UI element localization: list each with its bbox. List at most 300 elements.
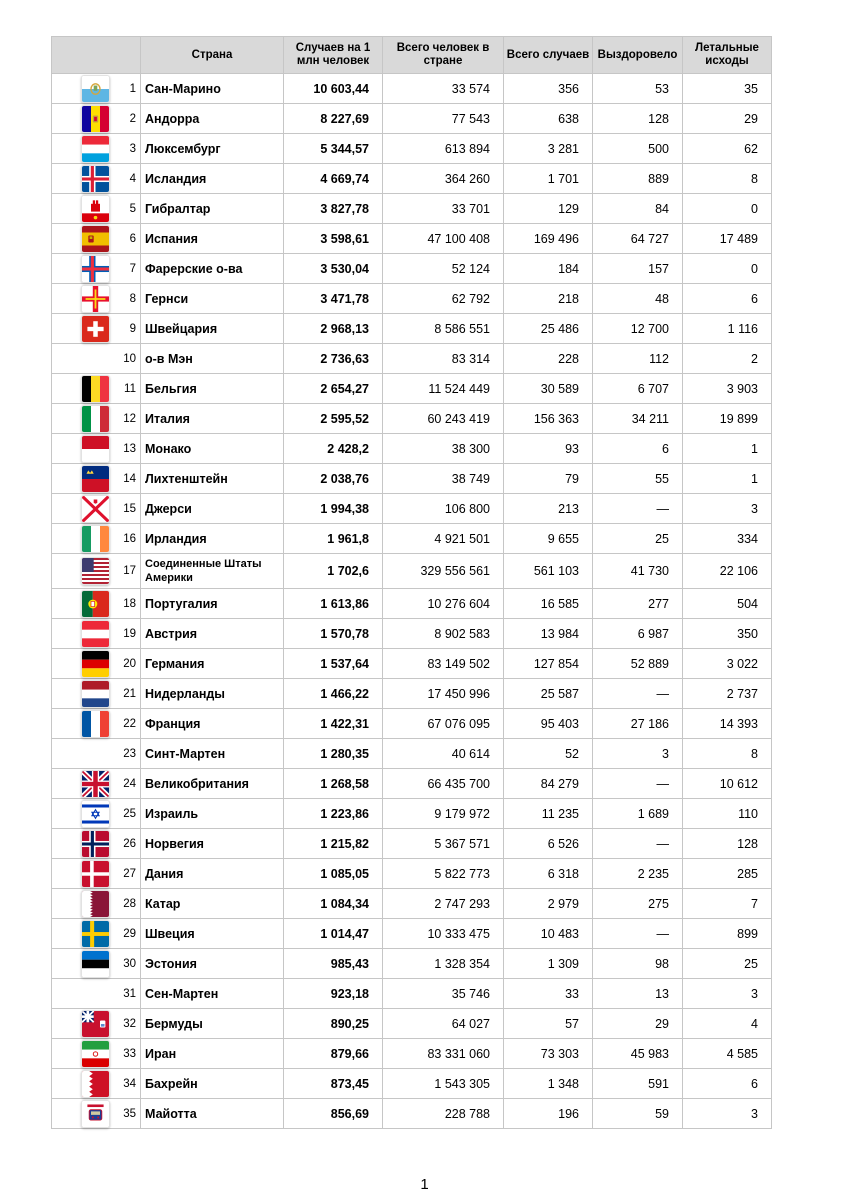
deaths-value: 62	[683, 134, 772, 164]
population-value: 10 333 475	[383, 919, 504, 949]
flag-cell	[52, 494, 114, 524]
total-cases-value: 6 318	[504, 859, 593, 889]
total-cases-value: 3 281	[504, 134, 593, 164]
country-name: Сан-Марино	[141, 74, 284, 104]
population-value: 33 574	[383, 74, 504, 104]
deaths-value: 10 612	[683, 769, 772, 799]
population-value: 60 243 419	[383, 404, 504, 434]
flag-cell	[52, 619, 114, 649]
table-row	[52, 464, 772, 494]
table-row	[52, 554, 772, 589]
population-value: 52 124	[383, 254, 504, 284]
cases-per-million: 1 268,58	[284, 769, 383, 799]
flag-cell	[52, 104, 114, 134]
bahrain-flag-icon	[81, 1070, 110, 1098]
table-row	[52, 829, 772, 859]
population-value: 66 435 700	[383, 769, 504, 799]
cases-per-million: 1 702,6	[284, 554, 383, 589]
rank-cell: 17	[114, 554, 141, 589]
cases-per-million: 1 466,22	[284, 679, 383, 709]
cases-per-million: 3 471,78	[284, 284, 383, 314]
table-row	[52, 524, 772, 554]
cases-per-million: 879,66	[284, 1039, 383, 1069]
rank-cell: 20	[114, 649, 141, 679]
rank-cell: 18	[114, 589, 141, 619]
population-value: 8 586 551	[383, 314, 504, 344]
flag-cell	[52, 829, 114, 859]
flag-cell	[52, 404, 114, 434]
country-name: Катар	[141, 889, 284, 919]
rank-cell: 30	[114, 949, 141, 979]
monaco-flag-icon	[81, 435, 110, 463]
deaths-value: 1	[683, 464, 772, 494]
country-name: Соединенные Штаты Америки	[141, 554, 284, 589]
country-name: Италия	[141, 404, 284, 434]
cases-per-million: 1 084,34	[284, 889, 383, 919]
deaths-value: 350	[683, 619, 772, 649]
population-value: 83 314	[383, 344, 504, 374]
page-number: 1	[420, 1176, 429, 1193]
recovered-value: 6	[593, 434, 683, 464]
cases-per-million: 1 085,05	[284, 859, 383, 889]
rank-cell: 9	[114, 314, 141, 344]
table-row	[52, 1069, 772, 1099]
cases-per-million: 3 827,78	[284, 194, 383, 224]
population-value: 2 747 293	[383, 889, 504, 919]
cases-per-million: 890,25	[284, 1009, 383, 1039]
table-row	[52, 224, 772, 254]
country-name: Португалия	[141, 589, 284, 619]
table-row	[52, 104, 772, 134]
israel-flag-icon	[81, 800, 110, 828]
rank-cell: 22	[114, 709, 141, 739]
deaths-value: 1	[683, 434, 772, 464]
total-cases-value: 33	[504, 979, 593, 1009]
recovered-value: 29	[593, 1009, 683, 1039]
deaths-value: 3	[683, 494, 772, 524]
recovered-value: 591	[593, 1069, 683, 1099]
cases-per-million: 1 613,86	[284, 589, 383, 619]
country-name: Лихтенштейн	[141, 464, 284, 494]
country-name: Ирландия	[141, 524, 284, 554]
rank-cell: 16	[114, 524, 141, 554]
rank-cell: 15	[114, 494, 141, 524]
flag-cell	[52, 889, 114, 919]
flag-cell	[52, 1069, 114, 1099]
rank-cell: 25	[114, 799, 141, 829]
total-cases-value: 84 279	[504, 769, 593, 799]
rank-cell: 34	[114, 1069, 141, 1099]
country-name: Монако	[141, 434, 284, 464]
recovered-value: —	[593, 769, 683, 799]
population-value: 613 894	[383, 134, 504, 164]
total-cases-value: 57	[504, 1009, 593, 1039]
cases-per-million: 2 968,13	[284, 314, 383, 344]
cases-per-million: 856,69	[284, 1099, 383, 1129]
deaths-value: 17 489	[683, 224, 772, 254]
flag-cell	[52, 979, 114, 1009]
flag-cell	[52, 224, 114, 254]
recovered-value: —	[593, 919, 683, 949]
rank-cell: 7	[114, 254, 141, 284]
country-name: Бельгия	[141, 374, 284, 404]
table-row	[52, 434, 772, 464]
table-row	[52, 859, 772, 889]
population-value: 228 788	[383, 1099, 504, 1129]
deaths-value: 285	[683, 859, 772, 889]
flag-cell	[52, 254, 114, 284]
rank-cell: 12	[114, 404, 141, 434]
recovered-value: —	[593, 679, 683, 709]
deaths-value: 29	[683, 104, 772, 134]
country-name: Швеция	[141, 919, 284, 949]
cases-per-million: 5 344,57	[284, 134, 383, 164]
total-cases-value: 356	[504, 74, 593, 104]
total-cases-value: 11 235	[504, 799, 593, 829]
population-value: 17 450 996	[383, 679, 504, 709]
italy-flag-icon	[81, 405, 110, 433]
flag-cell	[52, 1009, 114, 1039]
population-value: 5 367 571	[383, 829, 504, 859]
total-cases-value: 10 483	[504, 919, 593, 949]
rank-cell: 23	[114, 739, 141, 769]
table-row	[52, 979, 772, 1009]
recovered-value: 12 700	[593, 314, 683, 344]
deaths-value: 2 737	[683, 679, 772, 709]
total-cases-value: 228	[504, 344, 593, 374]
deaths-column-header: Летальные исходы	[683, 37, 772, 74]
cases-per-million: 2 654,27	[284, 374, 383, 404]
population-value: 38 749	[383, 464, 504, 494]
per-million-column-header: Случаев на 1 млн человек	[284, 37, 383, 74]
deaths-value: 3	[683, 979, 772, 1009]
population-value: 77 543	[383, 104, 504, 134]
population-value: 9 179 972	[383, 799, 504, 829]
deaths-value: 504	[683, 589, 772, 619]
sweden-flag-icon	[81, 920, 110, 948]
deaths-value: 2	[683, 344, 772, 374]
table-row	[52, 1009, 772, 1039]
recovered-value: 13	[593, 979, 683, 1009]
table-body	[52, 74, 772, 1129]
flag-cell	[52, 709, 114, 739]
flag-cell	[52, 524, 114, 554]
recovered-value: 64 727	[593, 224, 683, 254]
population-value: 67 076 095	[383, 709, 504, 739]
cases-per-million: 2 428,2	[284, 434, 383, 464]
flag-cell	[52, 74, 114, 104]
recovered-value: 889	[593, 164, 683, 194]
deaths-value: 899	[683, 919, 772, 949]
population-value: 62 792	[383, 284, 504, 314]
denmark-flag-icon	[81, 860, 110, 888]
recovered-value: 55	[593, 464, 683, 494]
cases-per-million: 985,43	[284, 949, 383, 979]
recovered-value: 2 235	[593, 859, 683, 889]
belgium-flag-icon	[81, 375, 110, 403]
table-row	[52, 284, 772, 314]
flag-cell	[52, 949, 114, 979]
deaths-value: 0	[683, 194, 772, 224]
deaths-value: 8	[683, 164, 772, 194]
deaths-value: 6	[683, 1069, 772, 1099]
recovered-value: 98	[593, 949, 683, 979]
population-column-header: Всего человек в стране	[383, 37, 504, 74]
population-value: 10 276 604	[383, 589, 504, 619]
table-row	[52, 799, 772, 829]
cases-per-million: 2 038,76	[284, 464, 383, 494]
population-value: 40 614	[383, 739, 504, 769]
recovered-value: 277	[593, 589, 683, 619]
mayotte-flag-icon	[81, 1100, 110, 1128]
population-value: 5 822 773	[383, 859, 504, 889]
deaths-value: 7	[683, 889, 772, 919]
deaths-value: 6	[683, 284, 772, 314]
deaths-value: 3 022	[683, 649, 772, 679]
netherlands-flag-icon	[81, 680, 110, 708]
total-cases-value: 196	[504, 1099, 593, 1129]
total-cases-value: 30 589	[504, 374, 593, 404]
country-name: Австрия	[141, 619, 284, 649]
cases-per-million: 10 603,44	[284, 74, 383, 104]
guernsey-flag-icon	[81, 285, 110, 313]
rank-cell: 31	[114, 979, 141, 1009]
country-name: Дания	[141, 859, 284, 889]
cases-per-million: 2 736,63	[284, 344, 383, 374]
deaths-value: 334	[683, 524, 772, 554]
table-row	[52, 344, 772, 374]
recovered-value: 45 983	[593, 1039, 683, 1069]
population-value: 83 149 502	[383, 649, 504, 679]
total-cases-value: 73 303	[504, 1039, 593, 1069]
faroe-islands-flag-icon	[81, 255, 110, 283]
total-cases-value: 1 309	[504, 949, 593, 979]
recovered-value: 3	[593, 739, 683, 769]
table-row	[52, 619, 772, 649]
country-name: Великобритания	[141, 769, 284, 799]
rank-cell: 6	[114, 224, 141, 254]
rank-cell: 24	[114, 769, 141, 799]
total-cases-value: 6 526	[504, 829, 593, 859]
country-name: Синт-Мартен	[141, 739, 284, 769]
deaths-value: 4 585	[683, 1039, 772, 1069]
portugal-flag-icon	[81, 590, 110, 618]
deaths-value: 14 393	[683, 709, 772, 739]
total-cases-value: 213	[504, 494, 593, 524]
flag-cell	[52, 134, 114, 164]
rank-cell: 4	[114, 164, 141, 194]
cases-per-million: 1 223,86	[284, 799, 383, 829]
country-name: Андорра	[141, 104, 284, 134]
table-row	[52, 649, 772, 679]
flag-cell	[52, 919, 114, 949]
recovered-value: 34 211	[593, 404, 683, 434]
rank-cell: 19	[114, 619, 141, 649]
total-cases-value: 184	[504, 254, 593, 284]
deaths-value: 25	[683, 949, 772, 979]
spain-flag-icon	[81, 225, 110, 253]
country-name: Люксембург	[141, 134, 284, 164]
flag-cell	[52, 739, 114, 769]
recovered-value: 48	[593, 284, 683, 314]
total-cases-value: 1 348	[504, 1069, 593, 1099]
flag-cell	[52, 344, 114, 374]
table-row	[52, 919, 772, 949]
cases-per-million: 1 994,38	[284, 494, 383, 524]
iceland-flag-icon	[81, 165, 110, 193]
rank-cell: 2	[114, 104, 141, 134]
total-cases-value: 13 984	[504, 619, 593, 649]
recovered-value: —	[593, 494, 683, 524]
total-cases-value: 2 979	[504, 889, 593, 919]
population-value: 1 328 354	[383, 949, 504, 979]
rank-cell: 3	[114, 134, 141, 164]
population-value: 83 331 060	[383, 1039, 504, 1069]
recovered-value: 59	[593, 1099, 683, 1129]
flag-cell	[52, 554, 114, 589]
country-name: Фарерские о-ва	[141, 254, 284, 284]
deaths-value: 35	[683, 74, 772, 104]
recovered-value: 500	[593, 134, 683, 164]
flag-cell	[52, 649, 114, 679]
flag-cell	[52, 1099, 114, 1129]
total-cases-value: 95 403	[504, 709, 593, 739]
flag-cell	[52, 769, 114, 799]
table-row	[52, 404, 772, 434]
rank-cell: 5	[114, 194, 141, 224]
recovered-value: 52 889	[593, 649, 683, 679]
flag-cell	[52, 314, 114, 344]
population-value: 64 027	[383, 1009, 504, 1039]
population-value: 4 921 501	[383, 524, 504, 554]
population-value: 33 701	[383, 194, 504, 224]
table-row	[52, 74, 772, 104]
deaths-value: 3	[683, 1099, 772, 1129]
san-marino-flag-icon	[81, 75, 110, 103]
cases-per-million: 1 961,8	[284, 524, 383, 554]
table-row	[52, 1039, 772, 1069]
population-value: 364 260	[383, 164, 504, 194]
total-cases-value: 1 701	[504, 164, 593, 194]
cases-per-million: 8 227,69	[284, 104, 383, 134]
country-name: Сен-Мартен	[141, 979, 284, 1009]
total-cases-value: 52	[504, 739, 593, 769]
deaths-value: 3 903	[683, 374, 772, 404]
cases-per-million: 2 595,52	[284, 404, 383, 434]
country-name: о-в Мэн	[141, 344, 284, 374]
table-row	[52, 1099, 772, 1129]
country-name: Бермуды	[141, 1009, 284, 1039]
rank-cell: 29	[114, 919, 141, 949]
flag-cell	[52, 374, 114, 404]
table-row	[52, 374, 772, 404]
luxembourg-flag-icon	[81, 135, 110, 163]
cases-per-million: 923,18	[284, 979, 383, 1009]
country-name: Нидерланды	[141, 679, 284, 709]
table-row	[52, 589, 772, 619]
recovered-value: 84	[593, 194, 683, 224]
country-name: Гернси	[141, 284, 284, 314]
jersey-flag-icon	[81, 495, 110, 523]
country-name: Франция	[141, 709, 284, 739]
table-row	[52, 889, 772, 919]
table-row	[52, 164, 772, 194]
total-cases-value: 79	[504, 464, 593, 494]
bermuda-flag-icon	[81, 1010, 110, 1038]
flag-cell	[52, 464, 114, 494]
deaths-value: 128	[683, 829, 772, 859]
flag-cell	[52, 194, 114, 224]
rank-cell: 8	[114, 284, 141, 314]
germany-flag-icon	[81, 650, 110, 678]
cases-per-million: 3 530,04	[284, 254, 383, 284]
table-row	[52, 134, 772, 164]
total-cases-value: 638	[504, 104, 593, 134]
deaths-value: 19 899	[683, 404, 772, 434]
rank-cell: 26	[114, 829, 141, 859]
rank-cell: 33	[114, 1039, 141, 1069]
table-row	[52, 194, 772, 224]
recovered-value: 53	[593, 74, 683, 104]
estonia-flag-icon	[81, 950, 110, 978]
qatar-flag-icon	[81, 890, 110, 918]
country-name: Израиль	[141, 799, 284, 829]
ireland-flag-icon	[81, 525, 110, 553]
recovered-value: 6 707	[593, 374, 683, 404]
recovered-value: 157	[593, 254, 683, 284]
country-name: Майотта	[141, 1099, 284, 1129]
france-flag-icon	[81, 710, 110, 738]
usa-flag-icon	[81, 557, 110, 585]
total-cases-value: 127 854	[504, 649, 593, 679]
switzerland-flag-icon	[81, 315, 110, 343]
rank-cell: 11	[114, 374, 141, 404]
country-name: Германия	[141, 649, 284, 679]
country-name: Швейцария	[141, 314, 284, 344]
deaths-value: 4	[683, 1009, 772, 1039]
rank-cell: 21	[114, 679, 141, 709]
flag-cell	[52, 284, 114, 314]
total-cases-value: 93	[504, 434, 593, 464]
andorra-flag-icon	[81, 105, 110, 133]
rank-cell: 14	[114, 464, 141, 494]
cases-per-million: 873,45	[284, 1069, 383, 1099]
cases-per-million: 1 570,78	[284, 619, 383, 649]
rank-cell: 10	[114, 344, 141, 374]
population-value: 11 524 449	[383, 374, 504, 404]
cases-per-million: 1 537,64	[284, 649, 383, 679]
recovered-column-header: Выздоровело	[593, 37, 683, 74]
table-row	[52, 709, 772, 739]
population-value: 8 902 583	[383, 619, 504, 649]
recovered-value: 275	[593, 889, 683, 919]
recovered-value: 1 689	[593, 799, 683, 829]
flag-cell	[52, 589, 114, 619]
rank-cell: 28	[114, 889, 141, 919]
rank-cell: 1	[114, 74, 141, 104]
rank-cell: 13	[114, 434, 141, 464]
recovered-value: 25	[593, 524, 683, 554]
table-row	[52, 679, 772, 709]
cases-per-million: 1 014,47	[284, 919, 383, 949]
country-name: Эстония	[141, 949, 284, 979]
country-name: Джерси	[141, 494, 284, 524]
deaths-value: 1 116	[683, 314, 772, 344]
country-name: Гибралтар	[141, 194, 284, 224]
flag-cell	[52, 799, 114, 829]
cases-per-million: 1 215,82	[284, 829, 383, 859]
austria-flag-icon	[81, 620, 110, 648]
